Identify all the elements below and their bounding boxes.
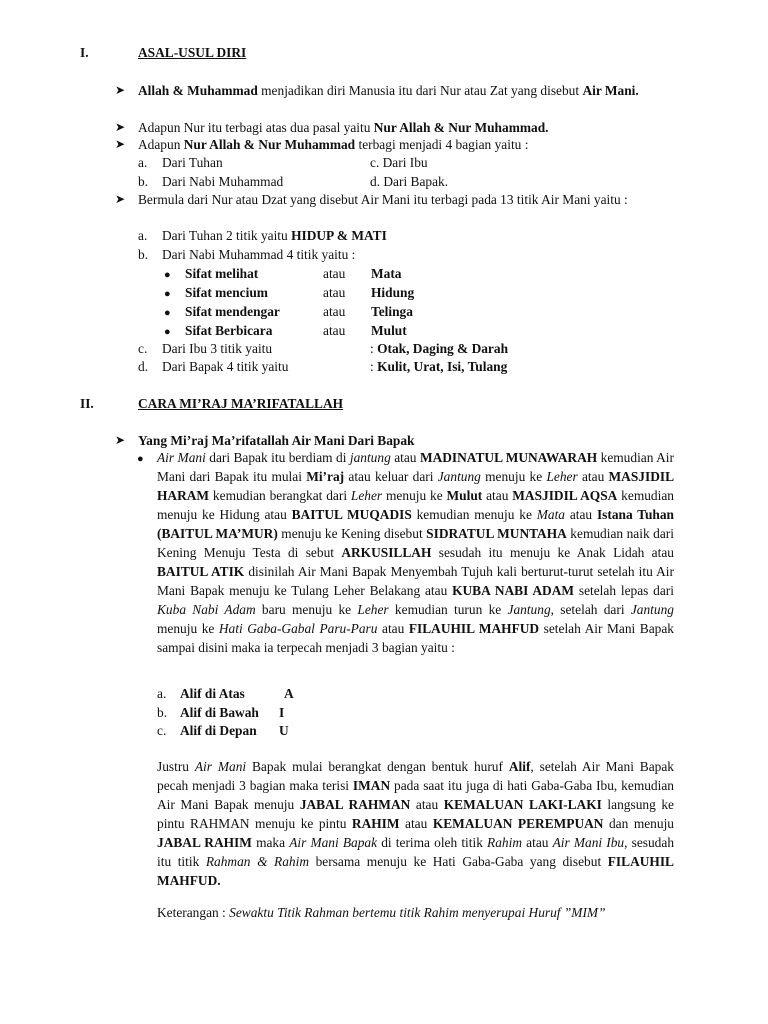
arrow-bullet-icon: ➤: [115, 192, 126, 206]
bullet2-bold: Nur Allah & Nur Muhammad.: [373, 120, 549, 135]
sifat-value: Telinga: [371, 304, 413, 319]
bold-run: SIDRATUL MUNTAHA: [426, 526, 567, 541]
dot-bullet-icon: ●: [164, 269, 171, 281]
text-run: bersama menuju ke Hati Gaba-Gaba yang disebut: [309, 854, 608, 869]
list-item-d: [138, 357, 507, 376]
bold-run: KEMALUAN PEREMPUAN: [432, 816, 604, 831]
colon: :: [370, 341, 378, 356]
text-run: atau: [482, 488, 513, 503]
text-run: atau: [410, 797, 444, 812]
sifat-atau: atau: [323, 285, 346, 300]
bold-run: MASJIDIL HARAM: [157, 469, 675, 503]
part-label: Dari Nabi Muhammad: [162, 174, 284, 189]
text-run: pada saat itu juga di hati Gaba-Gaba Ibu, kemudian Air Mani Bapak menuju: [157, 778, 674, 812]
bullet-miraj-text: Yang Mi’raj Ma’rifatallah Air Mani Dari Bapak: [138, 433, 415, 448]
bold-run: KEMALUAN LAKI-LAKI: [443, 797, 602, 812]
bullet3-text: Adapun: [138, 137, 184, 152]
alif-name: Alif di Bawah: [180, 705, 259, 720]
text-run: atau: [577, 469, 609, 484]
section-1-title: ASAL-USUL DIRI: [138, 45, 247, 60]
text-run: baru menuju ke: [255, 602, 358, 617]
alif-row: [157, 703, 284, 722]
italic-run: Rahman & Rahim: [205, 854, 310, 869]
bullet4-text: Bermula dari Nur atau Dzat yang disebut Air Mani itu terbagi pada 13 titik Air Mani yaitu :: [138, 192, 628, 207]
section-2-title: CARA MI’RAJ MA’RIFATALLAH: [138, 396, 344, 411]
alif-name: Alif di Atas: [180, 686, 245, 701]
sifat-value: Hidung: [371, 285, 415, 300]
italic-run: Jantung: [507, 602, 551, 617]
text-run: Keterangan :: [157, 905, 230, 920]
list-letter: d.: [138, 359, 149, 374]
bold-run: ARKUSILLAH: [341, 545, 432, 560]
italic-run: Rahim: [487, 835, 523, 850]
four-parts-row: [138, 172, 678, 191]
italic-run: Hati Gaba-Gabal Paru-Paru: [218, 621, 378, 636]
item-a-bold: HIDUP & MATI: [291, 228, 387, 243]
sifat-value: Mulut: [371, 323, 407, 338]
sifat-name: Sifat Berbicara: [185, 323, 273, 338]
bullet2-text: Adapun Nur itu terbagi atas dua pasal yaitu: [138, 120, 374, 135]
alif-char: A: [284, 686, 294, 701]
text-run: atau keluar dari: [344, 469, 438, 484]
italic-run: Air Mani: [194, 759, 247, 774]
bullet-empat-bagian: [115, 135, 675, 154]
sifat-name: Sifat mendengar: [185, 304, 280, 319]
bold-run: Mulut: [446, 488, 483, 503]
paragraph-justru: [157, 757, 674, 890]
list-letter: a.: [138, 155, 148, 170]
section-1-number: I.: [80, 45, 89, 60]
list-item-c: [138, 339, 508, 358]
text-run: atau: [522, 835, 553, 850]
text-run: , setelah dari: [550, 602, 631, 617]
item-b-text: Dari Nabi Muhammad 4 titik yaitu :: [162, 247, 356, 262]
text-run: sesudah itu menuju ke Anak Lidah atau: [431, 545, 674, 560]
bullet3-bold: Nur Allah & Nur Muhammad: [183, 137, 356, 152]
italic-run: Jantung: [437, 469, 481, 484]
alif-row: [157, 721, 289, 740]
arrow-bullet-icon: ➤: [115, 433, 126, 447]
section-1-heading: [80, 43, 246, 62]
text-run: menuju ke: [480, 469, 547, 484]
paragraph-justru-text: [157, 757, 674, 890]
dot-bullet-icon: ●: [164, 326, 171, 338]
list-item-b: [138, 245, 678, 264]
paragraph-keterangan-text: [157, 903, 674, 922]
text-run: atau: [377, 621, 409, 636]
bold-run: KUBA NABI ADAM: [452, 583, 575, 598]
text-run: dan menuju: [603, 816, 674, 831]
colon: :: [370, 359, 378, 374]
bold-run: MADINATUL MUNAWARAH: [419, 450, 598, 465]
text-run: menuju ke: [382, 488, 447, 503]
list-letter: b.: [138, 247, 149, 262]
text-run: kemudian Air Mani dari Bapak itu mulai: [157, 450, 674, 484]
sifat-atau: atau: [323, 304, 346, 319]
list-item-a: [138, 226, 678, 245]
item-d-text: Dari Bapak 4 titik yaitu: [162, 359, 289, 374]
paragraph-miraj-text: [157, 448, 674, 657]
sifat-atau: atau: [323, 266, 346, 281]
text-run: disinilah Air Mani Bapak Menyembah Tujuh kali berturut-turut setelah itu Air Mani Bapak menuju ke Tulang Leher Belakang atau: [157, 564, 674, 598]
four-parts-row: [138, 153, 678, 172]
sifat-row: [164, 283, 414, 304]
bold-run: Istana Tuhan (BAITUL MA’MUR): [157, 507, 674, 541]
arrow-bullet-icon: ➤: [115, 137, 126, 151]
bold-run: BAITUL ATIK: [157, 564, 245, 579]
dot-bullet-icon: ●: [137, 453, 144, 465]
item-c-value: Otak, Daging & Darah: [377, 341, 509, 356]
dot-bullet-icon: ●: [164, 288, 171, 300]
italic-run: Leher: [357, 602, 389, 617]
alif-row: [157, 684, 294, 703]
text-run: kemudian naik dari Kening Menuju Testa di sebut: [157, 526, 674, 560]
part-label: Dari Tuhan: [162, 155, 223, 170]
list-letter: a.: [157, 686, 167, 701]
italic-run: Sewaktu Titik Rahman bertemu titik Rahim menyerupai Huruf ”MIM”: [229, 905, 606, 920]
text-run: atau: [390, 450, 420, 465]
bold-run: JABAL RAHMAN: [299, 797, 411, 812]
text-run: kemudian berangkat dari: [209, 488, 351, 503]
italic-run: Air Mani Ibu: [552, 835, 625, 850]
alif-char: I: [279, 705, 285, 720]
bold-run: FILAUHIL MAHFUD: [408, 621, 540, 636]
arrow-bullet-icon: ➤: [115, 120, 126, 134]
dot-bullet-icon: ●: [164, 307, 171, 319]
list-letter: b.: [157, 705, 168, 720]
section-2-heading: [80, 394, 343, 413]
sifat-atau: atau: [323, 323, 346, 338]
bullet1-bold-end: Air Mani.: [582, 83, 639, 98]
sifat-value: Mata: [371, 266, 402, 281]
text-run: kemudian turun ke: [388, 602, 508, 617]
alif-name: Alif di Depan: [180, 723, 257, 738]
italic-run: Kuba Nabi Adam: [157, 602, 256, 617]
text-run: setelah lepas dari: [574, 583, 674, 598]
alif-char: U: [279, 723, 289, 738]
part-label: c. Dari Ibu: [370, 155, 428, 170]
bold-run: BAITUL MUQADIS: [291, 507, 412, 522]
sifat-name: Sifat mencium: [185, 285, 268, 300]
bullet1-text: menjadikan diri Manusia itu dari Nur atau Zat yang disebut: [257, 83, 583, 98]
italic-run: Air Mani Bapak: [289, 835, 378, 850]
italic-run: jantung: [349, 450, 391, 465]
bullet1-bold: Allah & Muhammad: [138, 83, 258, 98]
arrow-bullet-icon: ➤: [115, 83, 126, 97]
text-run: langsung ke pintu RAHMAN menuju ke pintu: [157, 797, 675, 831]
italic-run: Air Mani: [157, 450, 206, 465]
bullet-allah-muhammad: [115, 81, 675, 100]
list-letter: b.: [138, 174, 149, 189]
text-run: maka: [251, 835, 290, 850]
part-label: d. Dari Bapak.: [370, 174, 449, 189]
text-run: kemudian menuju ke: [411, 507, 537, 522]
bold-run: Alif: [508, 759, 531, 774]
italic-run: Leher: [546, 469, 578, 484]
sifat-row: [164, 302, 413, 323]
bullet-13-titik: [115, 190, 655, 209]
paragraph-keterangan: [157, 903, 674, 922]
sifat-row: [164, 264, 402, 285]
list-letter: c.: [157, 723, 167, 738]
bold-run: RAHIM: [351, 816, 400, 831]
italic-run: Mata: [536, 507, 565, 522]
text-run: Justru: [157, 759, 195, 774]
item-a-text: Dari Tuhan 2 titik yaitu: [162, 228, 292, 243]
text-run: Bapak mulai berangkat dengan bentuk huruf: [246, 759, 509, 774]
italic-run: Leher: [350, 488, 383, 503]
paragraph-miraj: [157, 448, 674, 657]
text-run: kemudian menuju ke Hidung atau: [157, 488, 674, 522]
bold-run: IMAN: [352, 778, 391, 793]
bold-run: MASJIDIL AQSA: [512, 488, 618, 503]
text-run: setelah Air Mani Bapak sampai disini maka ia terpecah menjadi 3 bagian yaitu :: [157, 621, 675, 655]
italic-run: Jantung: [630, 602, 674, 617]
text-run: menuju ke Kening disebut: [277, 526, 427, 541]
text-run: atau: [399, 816, 433, 831]
item-d-value: Kulit, Urat, Isi, Tulang: [377, 359, 508, 374]
list-letter: c.: [138, 341, 148, 356]
bold-run: JABAL RAHIM: [157, 835, 252, 850]
bold-run: Mi’raj: [306, 469, 345, 484]
item-c-text: Dari Ibu 3 titik yaitu: [162, 341, 273, 356]
text-run: di terima oleh titik: [377, 835, 488, 850]
text-run: dari Bapak itu berdiam di: [205, 450, 350, 465]
bold-run: FILAUHIL MAHFUD.: [157, 854, 674, 888]
list-letter: a.: [138, 228, 148, 243]
text-run: atau: [564, 507, 597, 522]
text-run: , setelah Air Mani Bapak pecah menjadi 3 bagian maka terisi: [157, 759, 674, 793]
section-2-number: II.: [80, 396, 94, 411]
text-run: menuju ke: [157, 621, 219, 636]
bullet3-text-end: terbagi menjadi 4 bagian yaitu :: [355, 137, 529, 152]
text-run: , sesudah itu titik: [157, 835, 675, 869]
sifat-name: Sifat melihat: [185, 266, 259, 281]
